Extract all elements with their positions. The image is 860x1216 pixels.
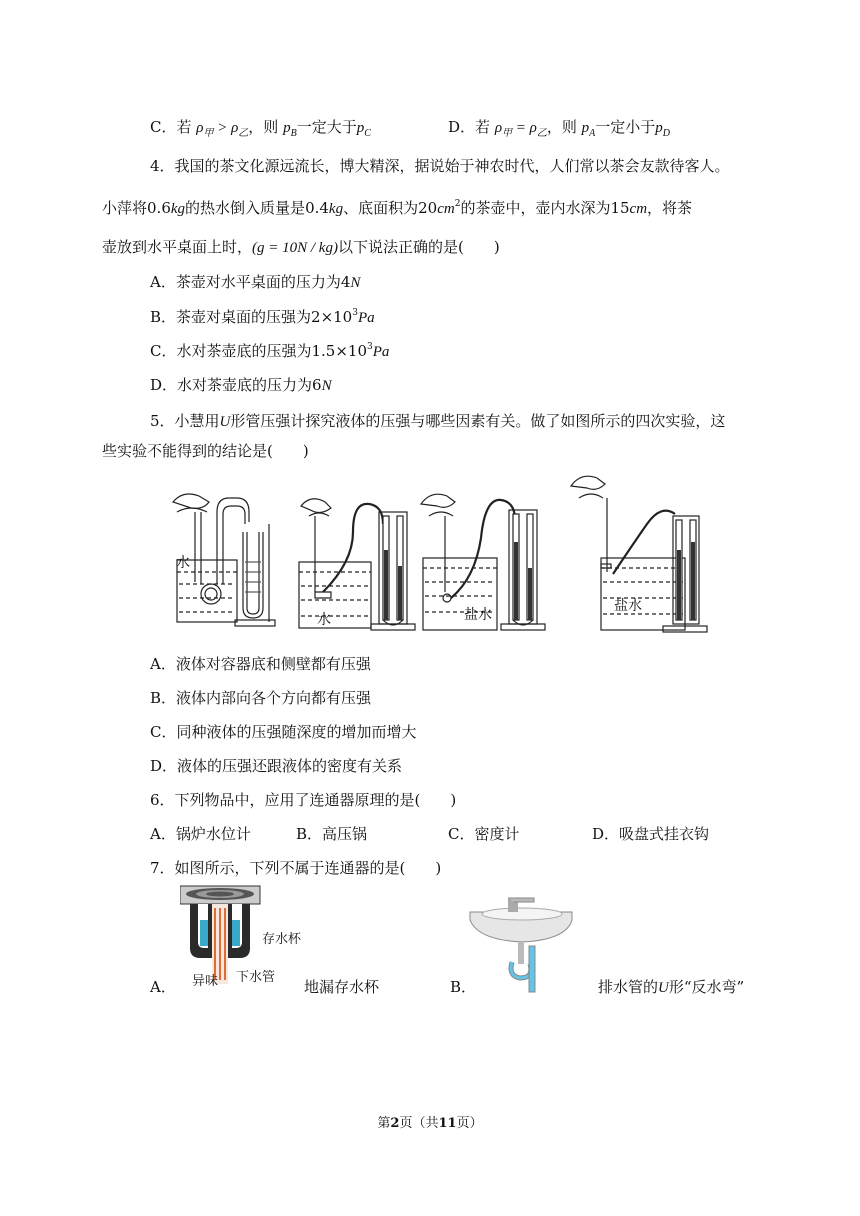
q7-option-a-text: 地漏存水杯	[304, 978, 380, 996]
label-water-cup: 存水杯	[262, 932, 302, 947]
q7-option-b-text: 排水管的U形“反水弯”	[598, 978, 745, 996]
q5-option-b: B．液体内部向各个方向都有压强	[150, 689, 372, 707]
q4-stem-line2: 小萍将0.6kg的热水倒入质量是0.4kg、底面积为$20cm^2$的茶壶中，壶内水深为15cm，将茶	[102, 199, 693, 217]
q3-option-d: D．若 $\rho_甲 = \rho_乙$，则 $p_A$一定小于$p_D$	[448, 118, 670, 139]
page-footer: 第2页（共11页）	[377, 1116, 483, 1131]
q4-option-a: A．茶壶对水平桌面的压力为4N	[150, 273, 361, 291]
q5-experiment-figure	[165, 472, 725, 642]
q5-option-c: C．同种液体的压强随深度的增加而增大	[150, 723, 417, 741]
q4-stem-line3: 壶放到水平桌面上时，(g = 10N / kg)以下说法正确的是( )	[102, 238, 500, 256]
label-saltwater-2: 盐水	[614, 598, 642, 614]
q6-option-d: D．吸盘式挂衣钩	[592, 825, 710, 843]
q5-stem-line1: 5．小慧用U形管压强计探究液体的压强与哪些因素有关。做了如图所示的四次实验，这	[150, 412, 726, 430]
q6-stem: 6．下列物品中，应用了连通器原理的是( )	[150, 791, 457, 809]
q3-option-c: C．若 $\rho_甲 > \rho_乙$，则 $p_B$一定大于$p_C$	[150, 118, 371, 139]
q5-option-d: D．液体的压强还跟液体的密度有关系	[150, 757, 403, 775]
label-odor: 异味	[192, 974, 219, 989]
q6-option-b: B．高压锅	[296, 825, 368, 843]
label-water-1: 水	[176, 555, 190, 571]
q6-option-c: C．密度计	[448, 825, 520, 843]
q7-option-a-label: A．	[150, 978, 176, 996]
q4-option-d: D．水对茶壶底的压力为6N	[150, 376, 332, 394]
q7-stem: 7．如图所示，下列不属于连通器的是( )	[150, 859, 442, 877]
label-saltwater-1: 盐水	[464, 607, 492, 623]
q4-option-b: B．茶壶对桌面的压强为$2\times 10^3Pa$	[150, 308, 375, 326]
label-water-2: 水	[317, 612, 331, 628]
sink-trap-figure	[468, 890, 574, 994]
q5-stem-line2: 些实验不能得到的结论是( )	[102, 442, 309, 460]
label-drain-pipe: 下水管	[236, 970, 276, 985]
q7-option-b-label: B．	[450, 978, 477, 996]
q4-stem-line1: 4．我国的茶文化源远流长，博大精深，据说始于神农时代，人们常以茶会友款待客人。	[150, 157, 730, 175]
q4-option-c: C．水对茶壶底的压强为$1.5\times 10^3Pa$	[150, 342, 390, 360]
q5-option-a: A．液体对容器底和侧壁都有压强	[150, 655, 371, 673]
q6-option-a: A．锅炉水位计	[150, 825, 251, 843]
